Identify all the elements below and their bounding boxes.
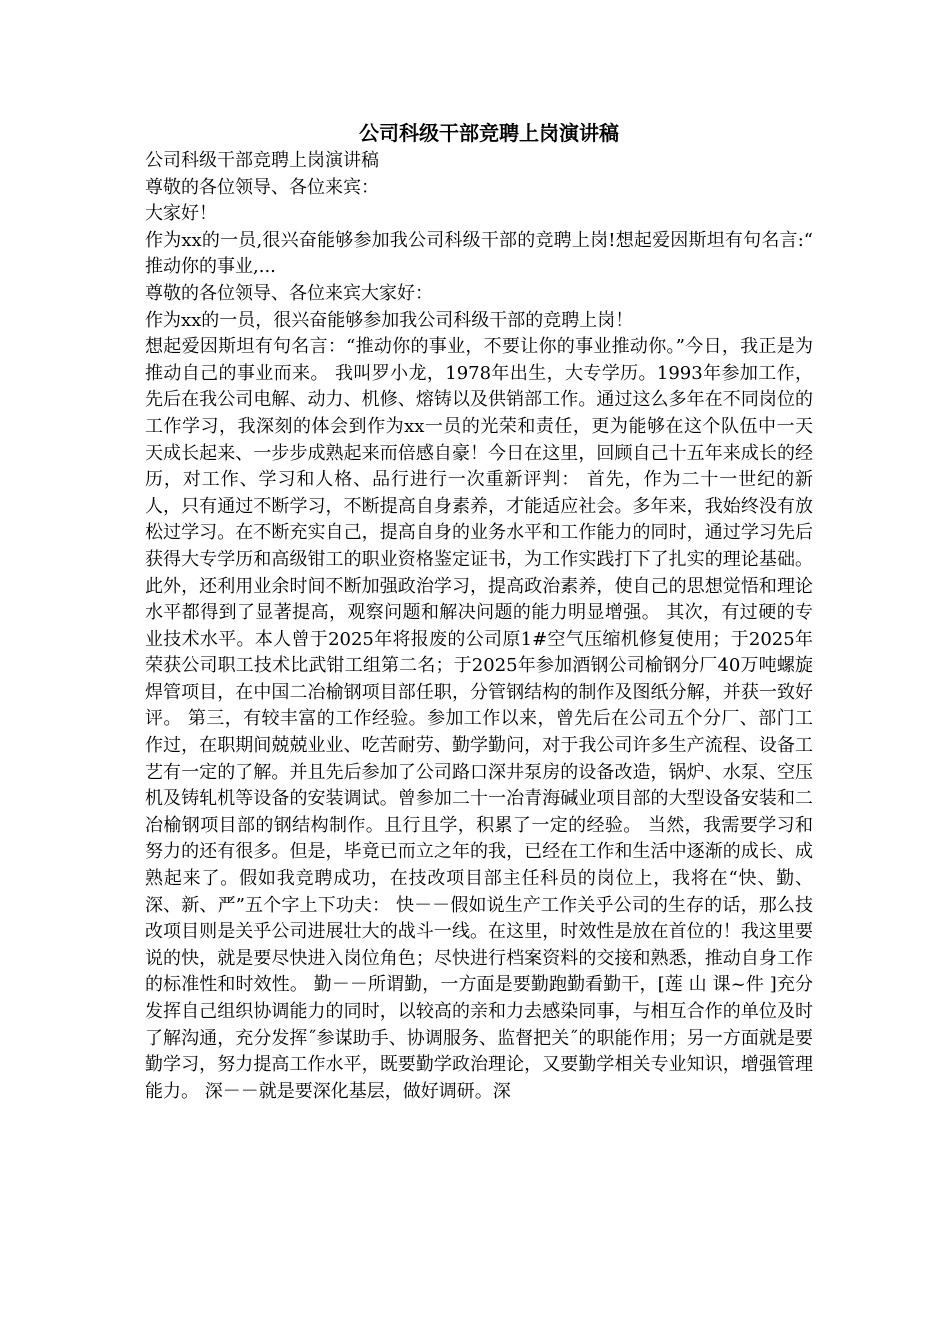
salutation-greeting-line: 尊敬的各位领导、各位来宾大家好： xyxy=(145,282,433,304)
document-page xyxy=(145,118,813,1105)
document-title: 公司科级干部竞聘上岗演讲稿 xyxy=(359,121,619,145)
repeated-title-line: 公司科级干部竞聘上岗演讲稿 xyxy=(145,150,379,171)
salutation-line: 尊敬的各位领导、各位来宾： xyxy=(145,176,379,198)
greeting-line: 大家好！ xyxy=(145,203,217,225)
speech-body-paragraph: 想起爱因斯坦有句名言：“推动你的事业，不要让你的事业推动你。”今日，我正是为推动自己的事业而来。 我叫罗小龙，1978年出生，大专学历。1993年参加工作，先后在我公司电解、动力、机修、熔铸以及供销部工作。通过这么多年在不同岗位的工作学习，我深刻的体会到作为xx一员的光荣和责任，更为能够在这个队伍中一天天成长起来、一步步成熟起来而倍感自豪！今日在这里，回顾自己十五年来成长的经历，对工作、学习和人格、品行进行一次重新评判： 首先，作为二十一世纪的新人，只有通过不断学习，不断提高自身素养，才能适应社会。多年来，我始终没有放松过学习。在不断充实自己，提高自身的业务水平和工作能力的同时，通过学习先后获得大专学历和高级钳工的职业资格鉴定证书，为工作实践打下了扎实的理论基础。此外，还利用业余时间不断加强政治学习，提高政治素养，使自己的思想觉悟和理论水平都得到了显著提高，观察问题和解决问题的能力明显增强。 其次，有过硬的专业技术水平。本人曾于2025年将报废的公司原1#空气压缩机修复使用；于2025年荣获公司职工技术比武钳工组第二名；于2025年参加酒钢公司榆钢分厂40万吨螺旋焊管项目，在中国二冶榆钢项目部任职，分管钢结构的制作及图纸分解，并获一致好评。 第三，有较丰富的工作经验。参加工作以来，曾先后在公司五个分厂、部门工作过，在职期间兢兢业业、吃苦耐劳、勤学勤问，对于我公司许多生产流程、设备工艺有一定的了解。并且先后参加了公司路口深井泵房的设备改造，锅炉、水泵、空压机及铸轧机等设备的安装调试。曾参加二十一冶青海碱业项目部的大型设备安装和二冶榆钢项目部的钢结构制作。且行且学，积累了一定的经验。 当然，我需要学习和努力的还有很多。但是，毕竟已而立之年的我，已经在工作和生活中逐渐的成长、成熟起来了。假如我竞聘成功，在技改项目部主任科员的岗位上，我将在“快、勤、深、新、严”五个字上下功夫： 快－－假如说生产工作关乎公司的生存的话，那么技改项目则是关乎公司进展壮大的战斗一线。在这里，时效性是放在首位的！我这里要说的快，就是要尽快进入岗位角色；尽快进行档案资料的交接和熟悉，推动自身工作的标准性和时效性。 勤－－所谓勤，一方面是要勤跑勤看勤干，[莲 山 课~件 ]充分发挥自己组织协调能力的同时，以较高的亲和力去感染同事，与相互合作的单位及时了解沟通，充分发挥˝参谋助手、协调服务、监督把关˝的职能作用；另一方面就是要勤学习，努力提高工作水平，既要勤学政治理论，又要勤学相关专业知识，增强管理能力。 深－－就是要深化基层，做好调研。深 xyxy=(145,336,813,1102)
summary-paragraph: 作为xx的一员,很兴奋能够参加我公司科级干部的竞聘上岗!想起爱因斯坦有句名言:“ 推动你的事业,... xyxy=(145,229,813,278)
opening-sentence: 作为xx的一员，很兴奋能够参加我公司科级干部的竞聘上岗！ xyxy=(145,309,634,331)
document-body xyxy=(145,148,813,1105)
